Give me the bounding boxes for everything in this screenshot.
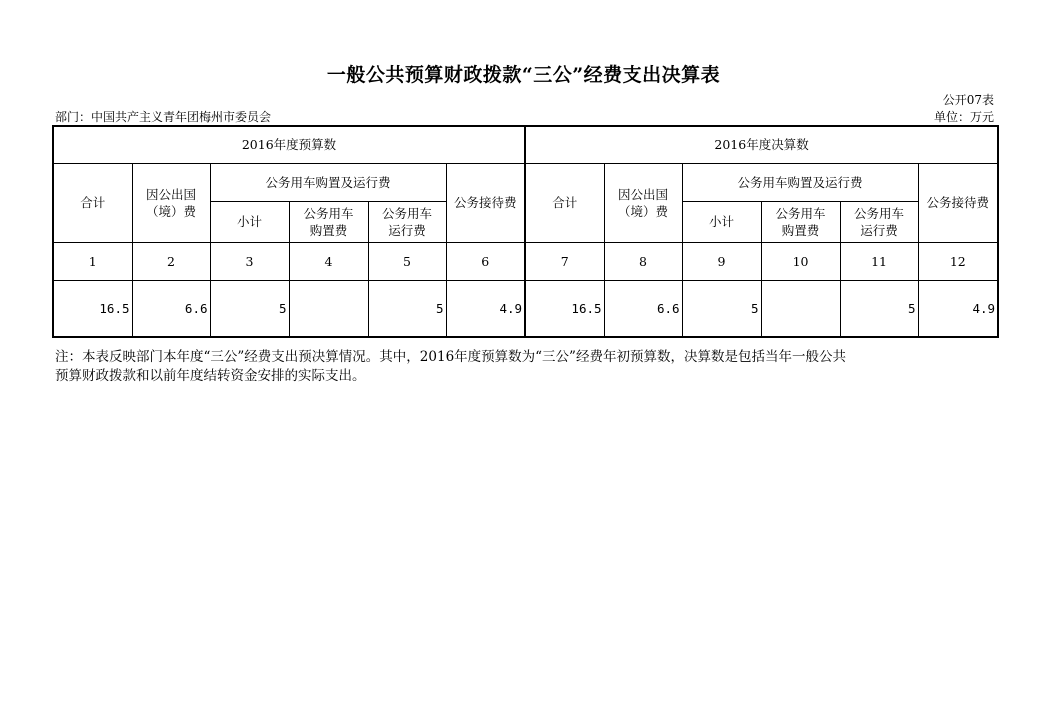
column-number: 12 [918,242,998,280]
column-number: 7 [525,242,604,280]
final-abroad-value: 6.6 [604,280,682,337]
department-label: 部门：中国共产主义青年团梅州市委员会 [55,110,272,124]
column-number-row [53,242,998,280]
column-number: 1 [53,242,132,280]
column-number: 9 [682,242,761,280]
column-number: 4 [289,242,368,280]
form-number: 公开07表 [942,93,994,107]
budget-abroad-header: 因公出国 （境）费 [132,163,210,242]
column-number: 10 [761,242,840,280]
column-number: 5 [368,242,446,280]
page-title: 一般公共预算财政拨款“三公”经费支出决算表 [326,64,721,86]
unit-label: 单位：万元 [933,110,994,124]
column-number: 6 [446,242,525,280]
final-operation-header: 公务用车 运行费 [840,201,918,242]
budget-header: 2016年度预算数 [53,126,525,163]
budget-purchase-value [289,280,368,337]
column-number: 3 [210,242,289,280]
header-row-1 [53,126,998,163]
final-header: 2016年度决算数 [525,126,998,163]
final-abroad-header: 因公出国 （境）费 [604,163,682,242]
final-total-value: 16.5 [525,280,604,337]
budget-operation-header: 公务用车 运行费 [368,201,446,242]
final-reception-value: 4.9 [918,280,998,337]
final-purchase-value [761,280,840,337]
final-total-header: 合计 [525,163,604,242]
footnote [55,348,1000,386]
column-number: 8 [604,242,682,280]
final-reception-header: 公务接待费 [918,163,998,242]
final-purchase-header: 公务用车 购置费 [761,201,840,242]
final-vehicle-header: 公务用车购置及运行费 [682,163,918,201]
final-subtotal-value: 5 [682,280,761,337]
budget-total-value: 16.5 [53,280,132,337]
data-row [53,280,998,337]
budget-abroad-value: 6.6 [132,280,210,337]
budget-subtotal-header: 小计 [210,201,289,242]
footnote-line-1: 注：本表反映部门本年度“三公”经费支出预决算情况。其中，2016年度预算数为“三公”经费年初预算数，决算数是包括当年一般公共 [55,349,846,365]
budget-vehicle-header: 公务用车购置及运行费 [210,163,446,201]
expenditure-table [52,125,999,338]
budget-total-header: 合计 [53,163,132,242]
budget-subtotal-value: 5 [210,280,289,337]
budget-purchase-header: 公务用车 购置费 [289,201,368,242]
footnote-line-2: 预算财政拨款和以前年度结转资金安排的实际支出。 [55,368,366,384]
budget-operation-value: 5 [368,280,446,337]
budget-reception-value: 4.9 [446,280,525,337]
final-subtotal-header: 小计 [682,201,761,242]
final-operation-value: 5 [840,280,918,337]
column-number: 2 [132,242,210,280]
column-number: 11 [840,242,918,280]
header-row-2 [53,163,998,201]
budget-reception-header: 公务接待费 [446,163,525,242]
